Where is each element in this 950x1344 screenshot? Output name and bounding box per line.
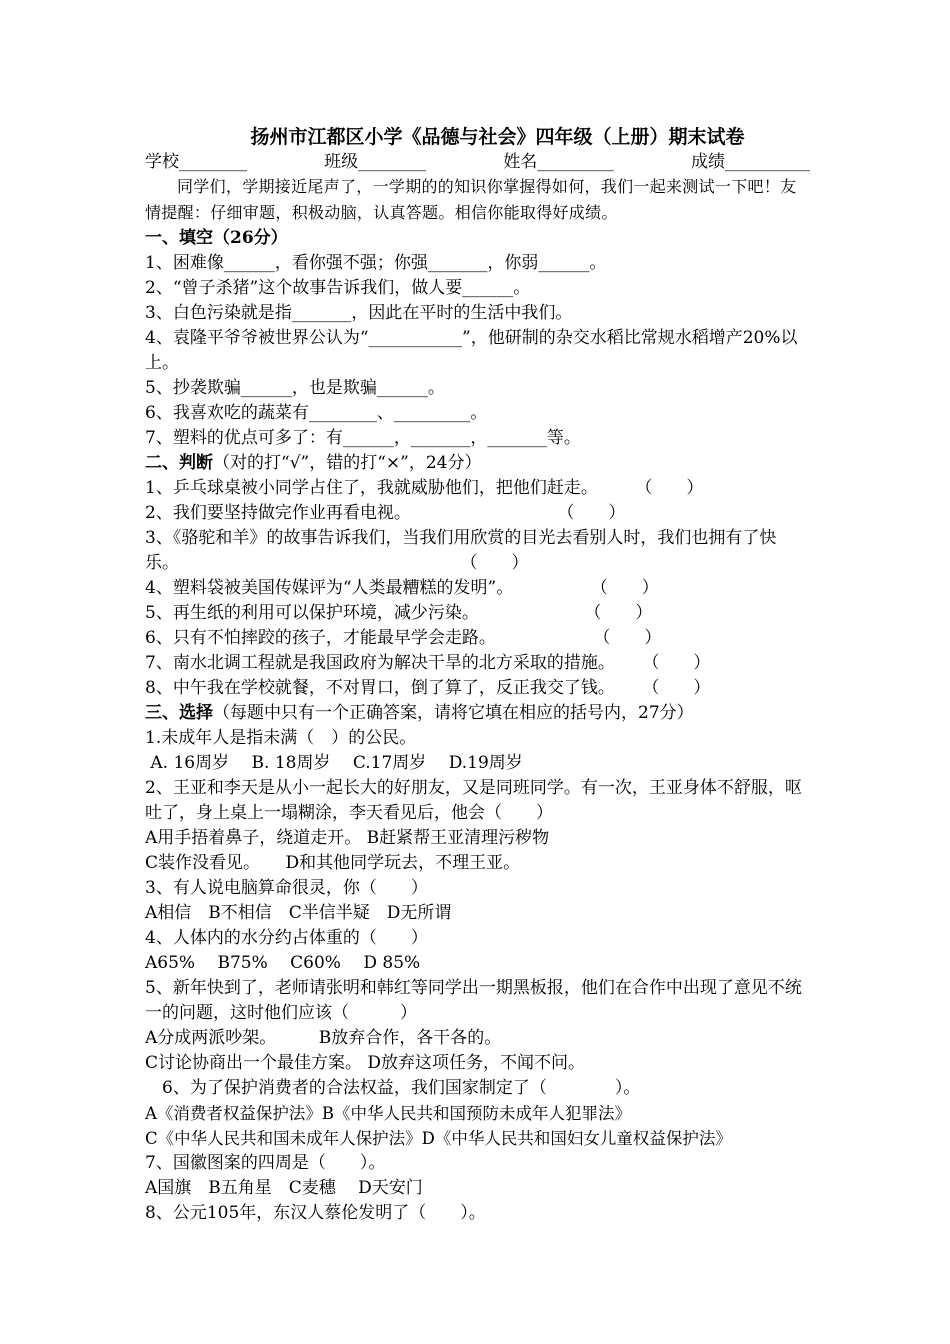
student-info-row xyxy=(145,150,810,174)
fill-item-1: 1、困难像______，看你强不强；你强_______，你弱______。 xyxy=(145,253,607,273)
answer-paren: （ ） xyxy=(650,678,711,698)
choice-q2: 2、王亚和李天是从小一起长大的好朋友，又是同班同学。有一次，王亚身体不舒服，呕吐了，身上桌上一塌糊涂，李天看见后，他会（ ） xyxy=(145,778,802,823)
choice-q7-options: A国旗 B五角星 C麦穗 D天安门 xyxy=(145,1178,423,1198)
section2-heading-title: 二、判断 xyxy=(145,453,213,473)
judge-text: 1、乒乓球桌被小同学占住了，我就威胁他们，把他们赶走。 xyxy=(145,478,598,498)
choice-q4-options: A65% B75% C60% D 85% xyxy=(145,953,421,973)
fill-item-3: 3、白色污染就是指_______，因此在平时的生活中我们。 xyxy=(145,303,573,323)
class-field: 班级________ xyxy=(324,152,427,172)
choice-q2-options-cd: C装作没看见。 D和其他同学玩去，不理王亚。 xyxy=(145,853,521,873)
school-field: 学校________ xyxy=(145,152,247,172)
choice-q5-options-ab: A分成两派吵架。 B放弃合作，各干各的。 xyxy=(145,1028,502,1048)
choice-q6-options-ab: A《消费者权益保护法》B《中华人民共和国预防未成年人犯罪法》 xyxy=(145,1104,632,1123)
fill-item-2: 2、“曾子杀猪”这个故事告诉我们，做人要______。 xyxy=(145,278,531,298)
fill-item-4: 4、袁隆平爷爷被世界公认为“___________”，他研制的杂交水稻比常规水稻增产20%以上。 xyxy=(145,328,798,373)
section3-heading-title: 三、选择 xyxy=(145,703,213,723)
fill-item-5: 5、抄袭欺骗______，也是欺骗______。 xyxy=(145,378,445,398)
score-field: 成绩__________ xyxy=(690,152,810,172)
section3-heading-note: （每题中只有一个正确答案，请将它填在相应的括号内，27分） xyxy=(213,703,694,723)
judge-item-5 xyxy=(145,601,810,626)
choice-q5: 5、新年快到了，老师请张明和韩红等同学出一期黑板报，他们在合作中出现了意见不统一的问题，这时他们应该（ ） xyxy=(145,978,802,1023)
judge-text: 4、塑料袋被美国传媒评为“人类最糟糕的发明”。 xyxy=(145,578,514,598)
choice-q2-options-ab: A用手捂着鼻子，绕道走开。 B赶紧帮王亚清理污秽物 xyxy=(145,828,550,848)
answer-paren: （ ） xyxy=(650,653,711,673)
judge-item-8 xyxy=(145,676,810,701)
answer-paren: （ ） xyxy=(565,503,626,523)
judge-item-1 xyxy=(145,476,810,501)
intro-paragraph: 同学们，学期接近尾声了，一学期的的知识你掌握得如何，我们一起来测试一下吧！友情提醒：仔细审题，积极动脑，认真答题。相信你能取得好成绩。 xyxy=(145,177,797,222)
fill-item-7: 7、塑料的优点可多了：有______，_______，_______等。 xyxy=(145,428,581,448)
section2-heading xyxy=(145,451,810,476)
section1-heading: 一、填空（26分） xyxy=(145,228,288,248)
choice-q4: 4、人体内的水分约占体重的（ ） xyxy=(145,928,428,948)
judge-item-7 xyxy=(145,651,810,676)
choice-q5-options-cd: C讨论协商出一个最佳方案。 D放弃这项任务，不闻不问。 xyxy=(145,1053,586,1073)
judge-item-4 xyxy=(145,576,810,601)
name-field: 姓名_________ xyxy=(503,152,614,172)
section2-heading-note: （对的打“√”，错的打“×”，24分） xyxy=(213,453,482,473)
answer-paren: （ ） xyxy=(599,578,659,598)
choice-q7: 7、国徽图案的四周是（ ）。 xyxy=(145,1153,386,1173)
judge-text: 5、再生纸的利用可以保护环境，减少污染。 xyxy=(145,603,479,623)
choice-q6: 6、为了保护消费者的合法权益，我们国家制定了（ ）。 xyxy=(145,1078,641,1098)
choice-q3: 3、有人说电脑算命很灵，你（ ） xyxy=(145,878,428,898)
section3-heading xyxy=(145,701,810,726)
judge-text: 3、《骆驼和羊》的故事告诉我们，当我们用欣赏的目光去看别人时，我们也拥有了快乐。 xyxy=(145,528,777,573)
judge-item-6 xyxy=(145,626,810,651)
answer-paren: （ ） xyxy=(601,628,662,648)
answer-paren: （ ） xyxy=(643,478,704,498)
answer-paren: （ ） xyxy=(469,553,529,573)
judge-item-3 xyxy=(145,526,810,576)
judge-text: 6、只有不怕摔跤的孩子，才能最早学会走路。 xyxy=(145,628,496,648)
judge-text: 7、南水北调工程就是我国政府为解决干旱的北方采取的措施。 xyxy=(145,653,615,673)
choice-q3-options: A相信 B不相信 C半信半疑 D无所谓 xyxy=(145,903,452,923)
judge-text: 8、中午我在学校就餐，不对胃口，倒了算了，反正我交了钱。 xyxy=(145,678,615,698)
choice-q8: 8、公元105年，东汉人蔡伦发明了（ ）。 xyxy=(145,1203,486,1223)
choice-q1: 1.未成年人是指未满（ ）的公民。 xyxy=(145,728,417,748)
choice-q1-options: A. 16周岁 B. 18周岁 C.17周岁 D.19周岁 xyxy=(145,753,523,773)
fill-item-6: 6、我喜欢吃的蔬菜有________、_________。 xyxy=(145,403,488,423)
judge-item-2 xyxy=(145,501,810,526)
choice-q6-options-cd: C《中华人民共和国未成年人保护法》D《中华人民共和国妇女儿童权益保护法》 xyxy=(145,1129,732,1148)
answer-paren: （ ） xyxy=(592,603,653,623)
judge-text: 2、我们要坚持做完作业再看电视。 xyxy=(145,503,411,523)
exam-title: 扬州市江都区小学《品德与社会》四年级（上册）期末试卷 xyxy=(250,126,745,148)
